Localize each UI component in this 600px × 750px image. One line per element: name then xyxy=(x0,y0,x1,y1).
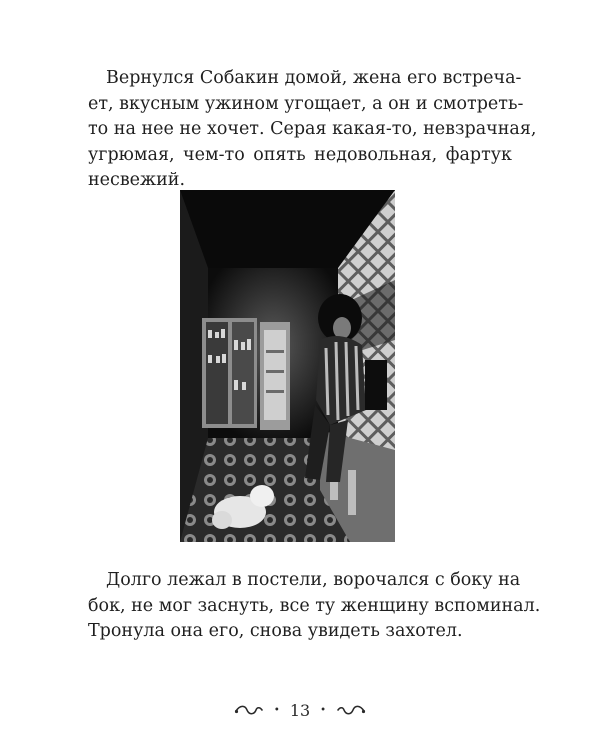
text-line: угрюмая, чем-то опять недовольная, фартук xyxy=(88,144,512,165)
kitchen-photo xyxy=(180,190,395,542)
text-line: ет, вкусным ужином угощает, а он и смотреть- xyxy=(88,93,524,114)
page-number: 13 xyxy=(289,700,311,720)
text-line: Вернулся Собакин домой, жена его встреча- xyxy=(106,68,522,88)
kitchen-photo-illustration xyxy=(180,190,395,542)
swash-ornament-left-icon xyxy=(234,703,264,717)
text-line: несвежий. xyxy=(88,170,186,190)
text-line: бок, не мог заснуть, все ту женщину вспоминал. xyxy=(88,595,541,616)
paragraph-2 xyxy=(88,568,541,645)
ornament-dot: • xyxy=(273,704,280,716)
text-line: Долго лежал в постели, ворочался с боку на xyxy=(106,570,521,590)
paragraph-1 xyxy=(88,66,537,194)
ornament-dot: • xyxy=(320,704,327,716)
swash-ornament-right-icon xyxy=(336,703,366,717)
text-line: то на нее не хочет. Серая какая-то, невзрачная, xyxy=(88,119,537,139)
text-line: Тронула она его, снова увидеть захотел. xyxy=(88,621,463,641)
page-footer xyxy=(0,698,600,722)
